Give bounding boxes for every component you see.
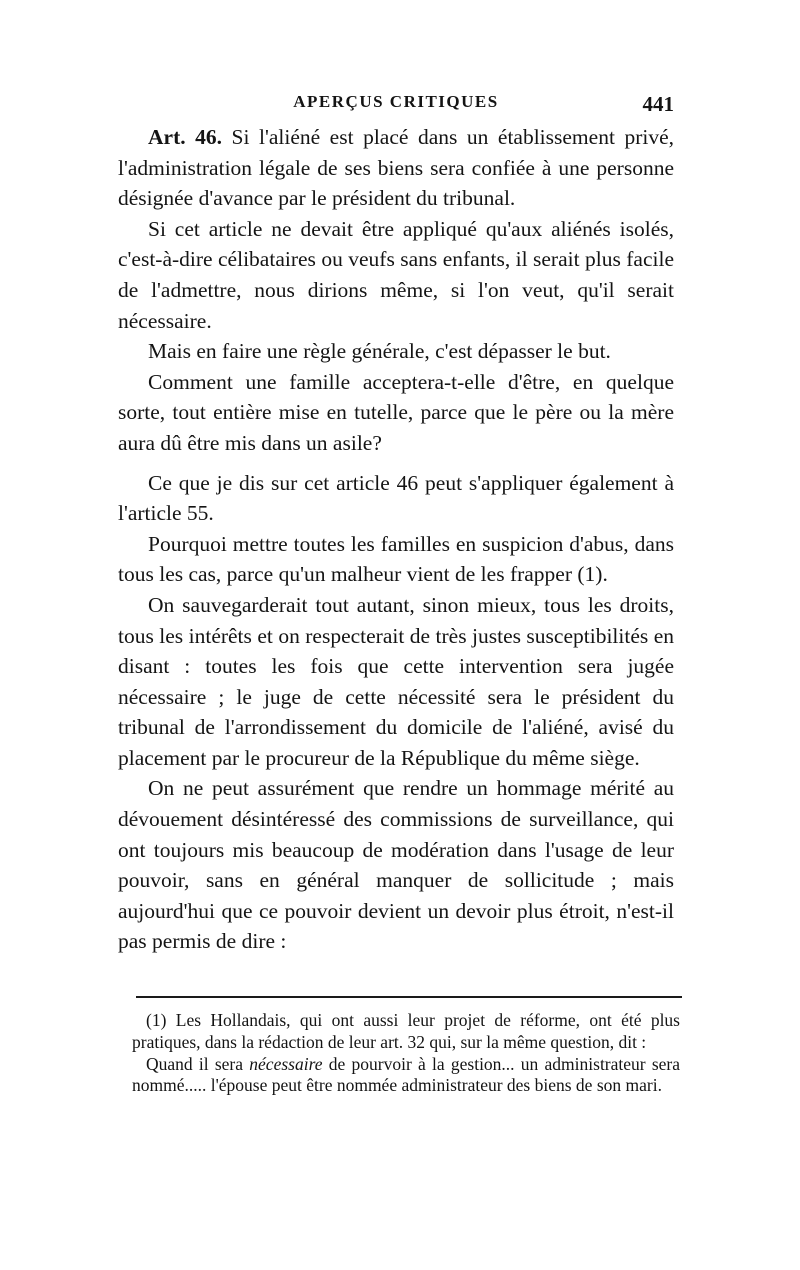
page-number: 441 xyxy=(642,92,674,116)
running-header xyxy=(118,92,674,122)
main-text xyxy=(118,122,674,957)
footnote-quote-start: Quand il sera xyxy=(146,1053,244,1074)
paragraph-article-46 xyxy=(118,122,674,214)
footnote-rule xyxy=(136,996,682,998)
paragraph: On sauvegarderait tout autant, sinon mieux, tous les droits, tous les intérêts et on respecterait de très justes susceptibilités en disant : toutes les fois que cette intervention sera jugée nécessaire ; le juge de cette nécessité sera le président du tribunal de l'arrondissement du domicile de l'aliéné, avisé du placement par le procureur de la République du même siège. xyxy=(118,592,674,770)
paragraph: Comment une famille acceptera-t-elle d'être, en quelque sorte, tout entière mise en tutelle, parce que le père ou la mère aura dû être mis dans un asile? xyxy=(118,369,674,455)
paragraph: Si cet article ne devait être appliqué qu'aux aliénés isolés, c'est-à-dire célibataires ou veufs sans enfants, il serait plus facile de l'admettre, nous dirions même, si l'on veut, qu'il serait nécessaire. xyxy=(118,216,674,333)
paragraph: Mais en faire une règle générale, c'est dépasser le but. xyxy=(148,339,611,364)
article-label: Art. 46. xyxy=(148,125,222,149)
paragraph: On ne peut assurément que rendre un hommage mérité au dévouement désintéressé des commissions de surveillance, qui ont toujours mis beaucoup de modération dans l'usage de leur pouvoir, sans en général manquer de sollicitude ; mais aujourd'hui que ce pouvoir devient un devoir plus étroit, n'est-il pas permis de dire : xyxy=(118,776,674,954)
footnote-quote-end: de pourvoir à la gestion... un administrateur sera nommé..... l'épouse peut être nommée administrateur des biens de son mari. xyxy=(132,1053,681,1096)
footnote-1: (1) Les Hollandais, qui ont aussi leur projet de réforme, ont été plus pratiques, dans la rédaction de leur art. 32 qui, sur la même question, dit : xyxy=(132,1010,680,1052)
article-46-text: Si l'aliéné est placé dans un établissement privé, l'administration légale de ses biens sera confiée à une personne désignée d'avance par le président du tribunal. xyxy=(118,125,674,211)
paragraph: Ce que je dis sur cet article 46 peut s'appliquer également à l'article 55. xyxy=(118,470,674,526)
footnotes xyxy=(132,1010,680,1097)
footnote-1-quote xyxy=(132,1054,680,1098)
footnote-italic-word: nécessaire xyxy=(249,1053,323,1074)
running-title: APERÇUS CRITIQUES xyxy=(293,92,499,111)
paragraph: Pourquoi mettre toutes les familles en suspicion d'abus, dans tous les cas, parce qu'un malheur vient de les frapper (1). xyxy=(118,531,674,587)
